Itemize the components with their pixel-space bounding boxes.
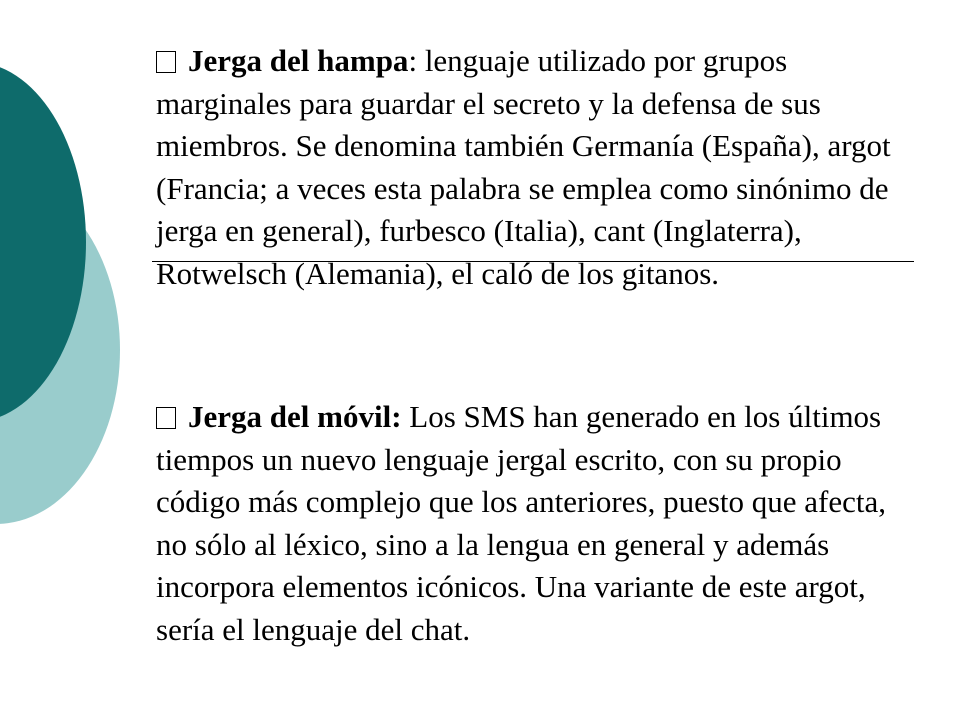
definition-jerga-hampa: lenguaje utilizado por grupos marginales para guardar el secreto y la defensa de sus miembros. Se denomina también Germanía (España), argot (Francia; a veces esta palabra se emplea como sinónimo de jerga en general), furbesco (Italia), cant (Inglaterra), Rotwelsch (Alemania), el caló de los gitanos. bbox=[156, 43, 891, 291]
bullet-item-jerga-movil bbox=[156, 396, 916, 651]
bullet-square-icon bbox=[156, 407, 176, 429]
term-jerga-hampa: Jerga del hampa bbox=[188, 43, 409, 78]
bullet-square-icon bbox=[156, 51, 176, 73]
term-jerga-movil-label: Jerga del móvil bbox=[188, 399, 392, 434]
term-jerga-movil bbox=[188, 399, 402, 434]
definition-jerga-movil: Los SMS han generado en los últimos tiempos un nuevo lenguaje jergal escrito, con su propio código más complejo que los anteriores, puesto que afecta, no sólo al léxico, sino a la lengua en general y además incorpora elementos icónicos. Una variante de este argot, sería el lenguaje del chat. bbox=[156, 399, 886, 647]
bullet-item-jerga-hampa bbox=[156, 40, 916, 295]
term-separator: : bbox=[408, 43, 418, 78]
term-separator: : bbox=[391, 399, 402, 434]
